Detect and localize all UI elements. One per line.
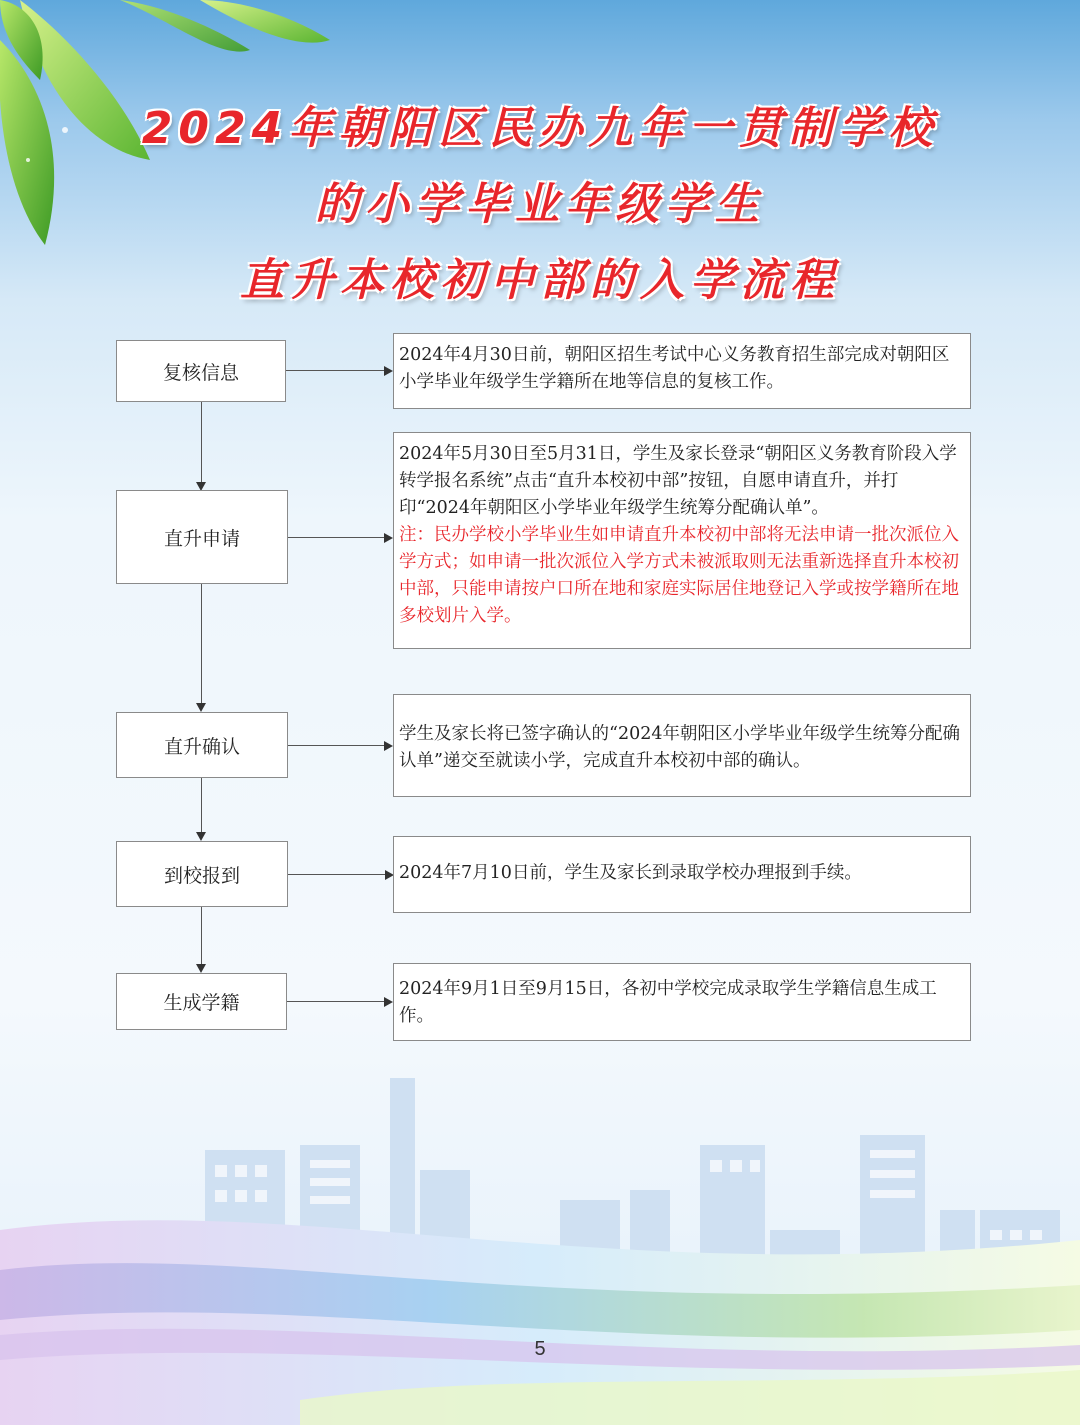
description-text: 2024年7月10日前，学生及家长到录取学校办理报到手续。 [399, 863, 862, 883]
title-line-3: 直升本校初中部的入学流程 [240, 255, 840, 306]
connector-step2-desc [288, 537, 384, 538]
arrow-right-icon [384, 741, 393, 751]
step-label: 生成学籍 [163, 992, 240, 1014]
description-text: 学生及家长将已签字确认的“2024年朝阳区小学毕业年级学生统筹分配确认单”递交至就读小学，完成直升本校初中部的确认。 [399, 724, 960, 771]
step-description-confirm [393, 694, 971, 797]
step-description-verify [393, 333, 971, 409]
step-box-report [116, 841, 288, 907]
step-box-verify [116, 340, 286, 402]
city-skyline-decoration [0, 1070, 1080, 1425]
connector-3-4 [201, 777, 202, 834]
arrow-right-icon [384, 366, 393, 376]
warning-note: 注：民办学校小学毕业生如申请直升本校初中部将无法申请一批次派位入学方式；如申请一批次派位入学方式未被派取则无法重新选择直升本校初中部，只能申请按户口所在地和家庭实际居住地登记入学或按学籍所在地多校划片入学。 [399, 525, 959, 626]
step-label: 直升确认 [163, 735, 240, 758]
step-label: 到校报到 [163, 864, 240, 887]
connector-1-2 [201, 401, 202, 484]
arrow-right-icon [384, 997, 393, 1007]
step-box-enroll [116, 973, 287, 1030]
description-text: 2024年4月30日前，朝阳区招生考试中心义务教育招生部完成对朝阳区小学毕业年级学生学籍所在地等信息的复核工作。 [399, 345, 950, 392]
arrow-down-icon [196, 832, 206, 841]
connector-2-3 [201, 583, 202, 705]
connector-4-5 [201, 906, 202, 966]
step-description-report [393, 836, 971, 913]
description-text: 2024年5月30日至5月31日，学生及家长登录“朝阳区义务教育阶段入学转学报名系统”点击“直升本校初中部”按钮，自愿申请直升，并打印“2024年朝阳区小学毕业年级学生统筹分配确认单”。 [399, 444, 957, 518]
description-text: 2024年9月1日至9月15日，各初中学校完成录取学生学籍信息生成工作。 [399, 979, 937, 1026]
arrow-right-icon [384, 533, 393, 543]
step-box-confirm [116, 712, 288, 778]
step-label: 复核信息 [162, 361, 239, 384]
step-description-enroll [393, 963, 971, 1041]
arrow-down-icon [196, 703, 206, 712]
arrow-down-icon [196, 964, 206, 973]
step-box-apply [116, 490, 288, 584]
title-line-1: 2024年朝阳区民办九年一贯制学校 [141, 103, 939, 154]
page-number: 5 [534, 1338, 546, 1360]
step-description-apply [393, 432, 971, 649]
connector-step1-desc [286, 370, 384, 371]
connector-step5-desc [287, 1001, 384, 1002]
step-label: 直升申请 [163, 527, 240, 550]
connector-step3-desc [288, 745, 384, 746]
title-line-2: 的小学毕业年级学生 [315, 179, 765, 230]
connector-step4-desc [288, 874, 385, 875]
